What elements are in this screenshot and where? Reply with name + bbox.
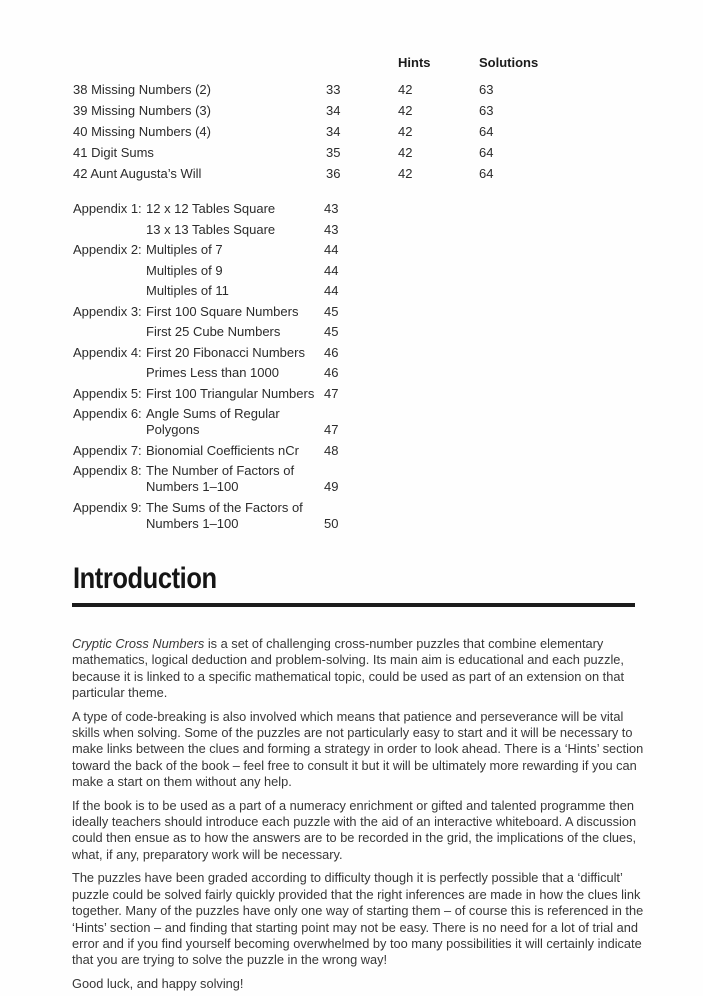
toc-entry-solutions: 63 — [479, 103, 494, 118]
toc-header-spacer — [326, 52, 398, 73]
appendix-page: 46 — [324, 344, 339, 360]
appendix-page: 43 — [324, 201, 339, 216]
appendix-title-line: Multiples of 11 — [146, 283, 229, 298]
appendix-label — [73, 365, 146, 386]
toc-entry-page: 34 — [326, 124, 341, 139]
appendix-page: 47 — [324, 385, 339, 401]
appendix-title-line: Numbers 1–100 — [146, 515, 239, 531]
appendix-page: 45 — [324, 303, 339, 319]
introduction-heading: Introduction — [73, 562, 217, 595]
toc-entry-hints: 42 — [398, 166, 413, 181]
appendix-title — [146, 222, 324, 243]
appendix-title — [146, 345, 324, 366]
appendix-label: Appendix 5: — [73, 385, 142, 401]
toc-entry-hints: 42 — [398, 124, 413, 139]
toc-header-hints: Hints — [398, 55, 431, 70]
appendix-label: Appendix 4: — [73, 344, 142, 360]
toc-entry-title: 38 Missing Numbers (2) — [73, 82, 211, 97]
toc-entry-solutions: 64 — [479, 166, 494, 181]
intro-paragraph-4: The puzzles have been graded according to difficulty though it is perfectly possible that a ‘difficult’ puzzle could be solved fairly quickly provided that the right inferences are made in how the clues link together. Many of the puzzles have only one way of starting them – of course this is referenced in the ‘Hints’ section – and finding that starting point may not be easy. There is no need for a lot of trial and error and if you find yourself becoming overwhelmed by too many possibilities it will certainly indicate that you are trying to solve the puzzle in the wrong way! — [72, 870, 644, 968]
toc-header-solutions: Solutions — [479, 55, 539, 70]
appendix-title-line: Multiples of 9 — [146, 262, 223, 278]
appendix-title-line: Multiples of 7 — [146, 242, 223, 257]
toc-entry-title: 42 Aunt Augusta’s Will — [73, 166, 202, 181]
appendix-title — [146, 304, 324, 325]
appendix-title-line: First 20 Fibonacci Numbers — [146, 344, 305, 360]
toc-column-headers — [0, 52, 703, 73]
appendix-title — [146, 386, 324, 407]
appendix-page: 44 — [324, 283, 339, 298]
appendix-page: 50 — [324, 515, 339, 531]
heading-rule — [72, 603, 635, 607]
appendix-title — [146, 201, 324, 222]
toc-appendix-list — [0, 201, 703, 536]
appendix-title-line: Bionomial Coefficients nCr — [146, 442, 299, 458]
toc-entry-page: 33 — [326, 82, 341, 97]
appendix-label: Appendix 8: — [73, 463, 142, 478]
intro-paragraph-2: A type of code-breaking is also involved which means that patience and perseverance will be vital skills when solving. Some of the puzzles are not particularly easy to start and it will be necessary to make links between the clues and forming a strategy in order to look ahead. There is a ‘Hints’ section toward the back of the book – feel free to consult it but it will be ultimately more rewarding if you can make a start on them without any help. — [72, 708, 644, 790]
toc-entry-solutions: 64 — [479, 145, 494, 160]
appendix-page: 43 — [324, 221, 339, 237]
appendix-label: Appendix 9: — [73, 499, 142, 515]
appendix-title — [146, 283, 324, 304]
toc-entry-page: 36 — [326, 166, 341, 181]
appendix-title-line: The Number of Factors of — [146, 463, 295, 478]
appendix-title-line: First 25 Cube Numbers — [146, 324, 281, 339]
appendix-page: 44 — [324, 262, 339, 278]
appendix-title-line: Numbers 1–100 — [146, 479, 239, 494]
introduction-body — [72, 636, 648, 992]
appendix-title-line: Polygons — [146, 422, 200, 437]
appendix-page: 49 — [324, 479, 339, 494]
appendix-title — [146, 263, 324, 284]
appendix-page: 47 — [324, 422, 339, 437]
toc-entry-title: 39 Missing Numbers (3) — [73, 103, 211, 118]
appendix-label: Appendix 6: — [73, 406, 142, 421]
toc-entry-page: 35 — [326, 145, 341, 160]
toc-entry-hints: 42 — [398, 145, 413, 160]
intro-paragraph-1-text: is a set of challenging cross-number puzzles that combine elementary mathematics, logical deduction and problem-solving. Its main aim is educational and each puzzle, because it is linked to a specific mathematical topic, could be used as part of an extension on that particular theme. — [72, 636, 625, 701]
toc-entry-solutions: 64 — [479, 124, 494, 139]
intro-paragraph-1 — [72, 636, 648, 702]
appendix-label — [73, 324, 146, 345]
appendix-page: 48 — [324, 442, 339, 458]
appendix-label: Appendix 3: — [73, 303, 142, 319]
appendix-title-line: Primes Less than 1000 — [146, 365, 279, 380]
appendix-label — [73, 283, 146, 304]
intro-paragraph-5: Good luck, and happy solving! — [72, 975, 244, 991]
appendix-title — [146, 242, 324, 263]
appendix-title-line: The Sums of the Factors of — [146, 499, 303, 515]
book-title-italic: Cryptic Cross Numbers — [72, 636, 205, 651]
appendix-page: 44 — [324, 242, 339, 257]
appendix-title-line: First 100 Triangular Numbers — [146, 385, 315, 401]
toc-header-spacer — [73, 52, 326, 73]
appendix-title-line: Angle Sums of Regular — [146, 406, 280, 421]
appendix-title — [146, 463, 324, 500]
appendix-title-line: 13 x 13 Tables Square — [146, 221, 276, 237]
appendix-title — [146, 500, 324, 537]
intro-paragraph-3: If the book is to be used as a part of a numeracy enrichment or gifted and talented programme then ideally teachers should introduce each puzzle with the aid of an interactive whiteboard. A discussion could then ensue as to how the answers are to be recorded in the grid, the implications of the clues, what, if any, preparatory work will be necessary. — [72, 797, 637, 862]
appendix-label: Appendix 2: — [73, 242, 142, 257]
toc-puzzle-list — [0, 79, 703, 184]
toc-entry-title: 41 Digit Sums — [73, 145, 154, 160]
introduction-section-header — [73, 562, 703, 596]
appendix-label — [73, 222, 146, 243]
toc-entry-title: 40 Missing Numbers (4) — [73, 124, 211, 139]
toc-entry-page: 34 — [326, 103, 341, 118]
appendix-title — [146, 365, 324, 386]
appendix-page: 46 — [324, 365, 339, 380]
appendix-label: Appendix 1: — [73, 201, 142, 216]
toc-entry-hints: 42 — [398, 82, 413, 97]
toc-entry-hints: 42 — [398, 103, 413, 118]
appendix-label — [73, 263, 146, 284]
appendix-page: 45 — [324, 324, 339, 339]
appendix-title-line: 12 x 12 Tables Square — [146, 201, 276, 216]
toc-entry-solutions: 63 — [479, 82, 494, 97]
appendix-title-line: First 100 Square Numbers — [146, 303, 299, 319]
appendix-title — [146, 324, 324, 345]
appendix-title — [146, 443, 324, 464]
appendix-title — [146, 406, 324, 443]
appendix-label: Appendix 7: — [73, 442, 142, 458]
